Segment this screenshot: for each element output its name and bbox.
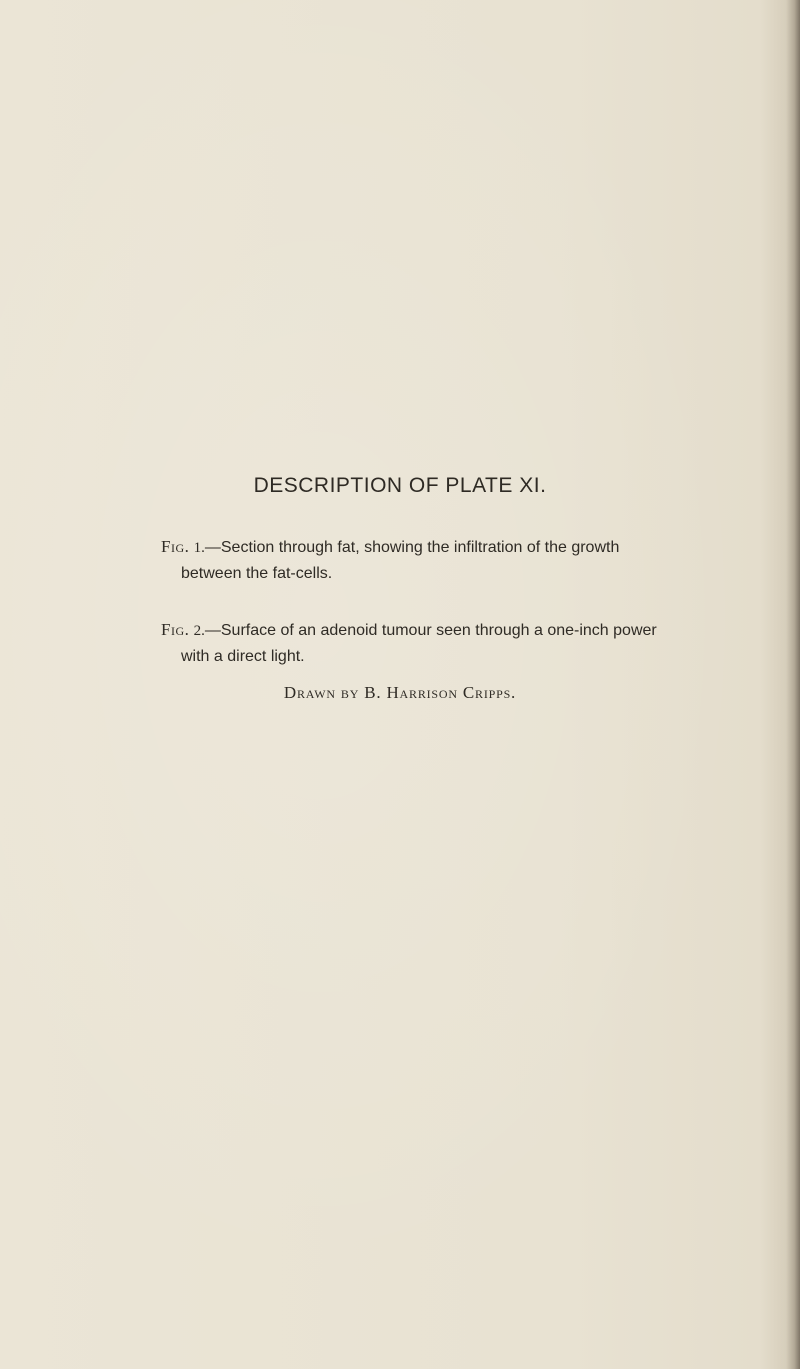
figure-1-number: 1. (193, 540, 205, 556)
figure-2-label: Fig. (161, 620, 190, 639)
figure-1-text-line-2: between the fat-cells. (181, 565, 333, 582)
figure-2-number: 2. (193, 623, 205, 639)
figure-2-text-line-1: —Surface of an adenoid tumour seen through a one-inch power (204, 622, 657, 639)
figure-1-description (161, 534, 741, 587)
figure-1-label: Fig. (161, 537, 190, 556)
figure-2-text-line-2: with a direct light. (181, 648, 305, 665)
figure-2-description (161, 617, 741, 670)
artist-credit: Drawn by B. Harrison Cripps. (283, 683, 517, 702)
plate-heading: DESCRIPTION OF PLATE XI. (253, 474, 547, 497)
figure-1-text-line-1: —Section through fat, showing the infiltration of the growth (204, 539, 620, 556)
